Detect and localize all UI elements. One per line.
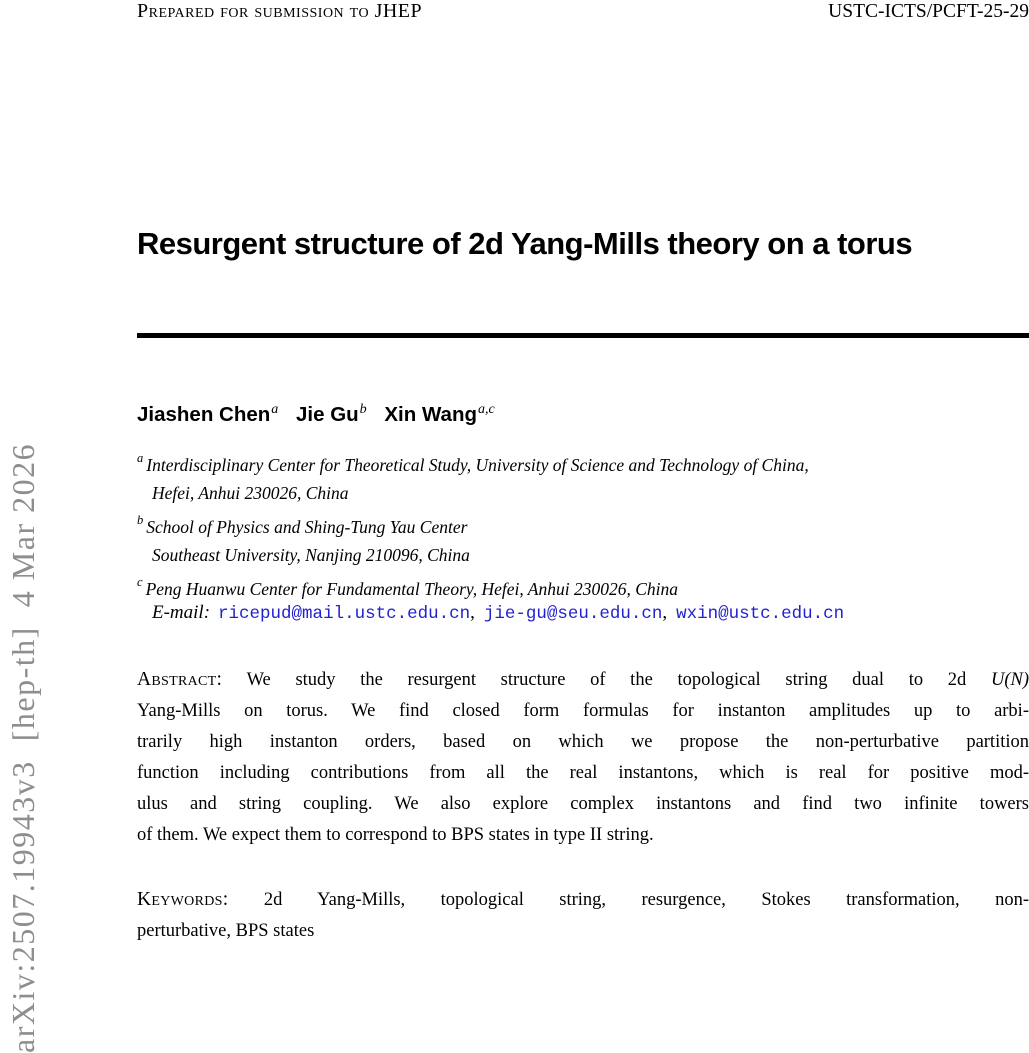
page-header: [137, 0, 1029, 23]
email-link-2[interactable]: jie-gu@seu.edu.cn: [483, 604, 663, 624]
author-list: [137, 403, 1029, 427]
email-line: [137, 602, 1029, 624]
affiliation-text: Peng Huanwu Center for Fundamental Theory, Hefei, Anhui 230026, China: [145, 578, 678, 599]
preprint-note: Prepared for submission to JHEP: [137, 0, 423, 22]
keywords-line: [137, 884, 1029, 916]
author: [137, 403, 278, 426]
abstract-line: trarily high instanton orders, based on which we propose the non-perturbative partition: [137, 732, 1029, 752]
author-affiliation-marker: a: [271, 402, 279, 417]
author-name: Jiashen Chen: [137, 403, 271, 426]
affiliation-line: Southeast University, Nanjing 210096, China: [152, 545, 470, 566]
abstract-line: of them. We expect them to correspond to BPS states in type II string.: [137, 825, 654, 845]
affiliation-list: [137, 446, 1029, 603]
abstract-line: [137, 664, 1029, 696]
affiliation-line: Hefei, Anhui 230026, China: [152, 483, 349, 504]
email-separator: ,: [662, 602, 668, 623]
author-name: Jie Gu: [296, 403, 359, 426]
abstract-line: function including contributions from all the real instantons, which is real for positive mod-: [137, 763, 1029, 783]
affiliation-line: [137, 508, 1029, 541]
abstract: [137, 664, 1029, 851]
math-inline: U(N): [990, 670, 1029, 690]
keywords-line: perturbative, BPS states: [137, 921, 315, 941]
author-affiliation-marker: b: [359, 402, 367, 417]
author: [296, 403, 367, 426]
author-name: Xin Wang: [384, 403, 477, 426]
affiliation-marker: c: [137, 574, 143, 589]
author-affiliation-marker: a,c: [478, 402, 495, 417]
paper-title: Resurgent structure of 2d Yang-Mills theory on a torus: [137, 226, 913, 261]
email-link-3[interactable]: wxin@ustc.edu.cn: [676, 604, 845, 624]
arxiv-watermark: arXiv:2507.19943v3 [hep-th] 4 Mar 2026: [5, 442, 41, 1053]
author: [384, 403, 494, 426]
affiliation-line: [137, 446, 1029, 479]
email-label: E-mail:: [152, 602, 211, 623]
affiliation-marker: b: [137, 512, 144, 527]
keywords-text: 2d Yang-Mills, topological string, resurgence, Stokes transformation, non-: [263, 890, 1029, 910]
email-separator: ,: [470, 602, 475, 623]
report-number: USTC-ICTS/PCFT-25-29: [828, 1, 1029, 22]
abstract-line: Yang-Mills on torus. We find closed form formulas for instanton amplitudes up to arbi-: [137, 701, 1029, 721]
affiliation-line: [137, 570, 1029, 603]
affiliation-marker: a: [137, 451, 144, 465]
keywords-label: Keywords:: [137, 889, 229, 910]
title-rule: [137, 333, 1029, 338]
affiliation-text: School of Physics and Shing-Tung Yau Center: [146, 516, 468, 537]
abstract-text: We study the resurgent structure of the topological string dual to 2d: [246, 670, 967, 690]
keywords: [137, 884, 1029, 947]
abstract-label: Abstract:: [137, 669, 223, 690]
email-link-1[interactable]: ricepud@mail.ustc.edu.cn: [218, 604, 471, 624]
affiliation-text: Interdisciplinary Center for Theoretical Study, University of Science and Technology of China,: [146, 454, 809, 475]
abstract-line: ulus and string coupling. We also explore complex instantons and find two infinite towers: [137, 794, 1029, 814]
